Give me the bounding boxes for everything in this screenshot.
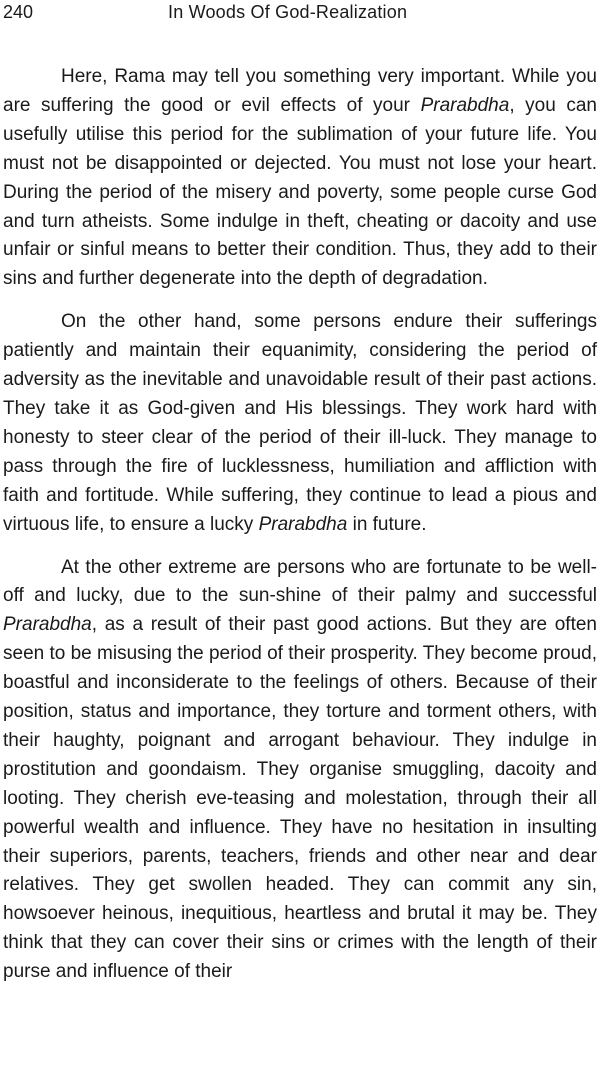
italic-term: Prarabdha xyxy=(420,94,510,116)
book-title: In Woods Of God-Realization xyxy=(168,2,408,22)
paragraph xyxy=(3,63,597,294)
page-number: 240 xyxy=(3,2,34,22)
text-span: At the other extreme are persons who are fortunate to be well-off and lucky, due to the sun-shine of their palmy and successful xyxy=(3,556,597,607)
body-text xyxy=(3,63,597,1001)
text-span: , you can usefully utilise this period for the sublimation of your future life. You must not be disappointed or dejected. You must not lose your heart. During the period of the misery and poverty, some people curse God and turn atheists. Some indulge in theft, cheating or dacoity and use unfair or sinful means to better their condition. Thus, they add to their sins and further degenerate into the depth of degradation. xyxy=(3,94,597,290)
paragraph xyxy=(3,554,597,988)
running-head xyxy=(0,0,600,26)
italic-term: Prarabdha xyxy=(3,614,92,636)
text-span: Here, Rama may tell you something very important. While you are suffering the good or evil effects of your xyxy=(3,66,597,116)
text-span: On the other hand, some persons endure their sufferings patiently and maintain their equanimity, considering the period of adversity as the inevitable and unavoidable result of their past actions. They take it as God-given and His blessings. They work hard with honesty to steer clear of the period of their ill-luck. They manage to pass through the fire of lucklessness, humiliation and affliction with faith and fortitude. While suffering, they continue to lead a pious and virtuous life, to ensure a lucky xyxy=(3,311,597,535)
text-span: in future. xyxy=(347,513,427,535)
text-span: , as a result of their past good actions. But they are often seen to be misusing the period of their prosperity. They become proud, boastful and inconsiderate to the feelings of others. Because of their position, status and importance, they torture and torment others, with their haughty, poignant and arrogant behaviour. They indulge in prostitution and goondaism. They organise smuggling, dacoity and looting. They cherish eve-teasing and molestation, through their all powerful wealth and influence. They have no hesitation in insulting their superiors, parents, teachers, friends and other near and dear relatives. They get swollen headed. They can commit any sin, howsoever heinous, inequitious, heartless and brutal it may be. They think that they can cover their sins or crimes with the length of their purse and influence of their xyxy=(3,614,597,983)
italic-term: Prarabdha xyxy=(258,513,348,535)
paragraph xyxy=(3,308,597,539)
